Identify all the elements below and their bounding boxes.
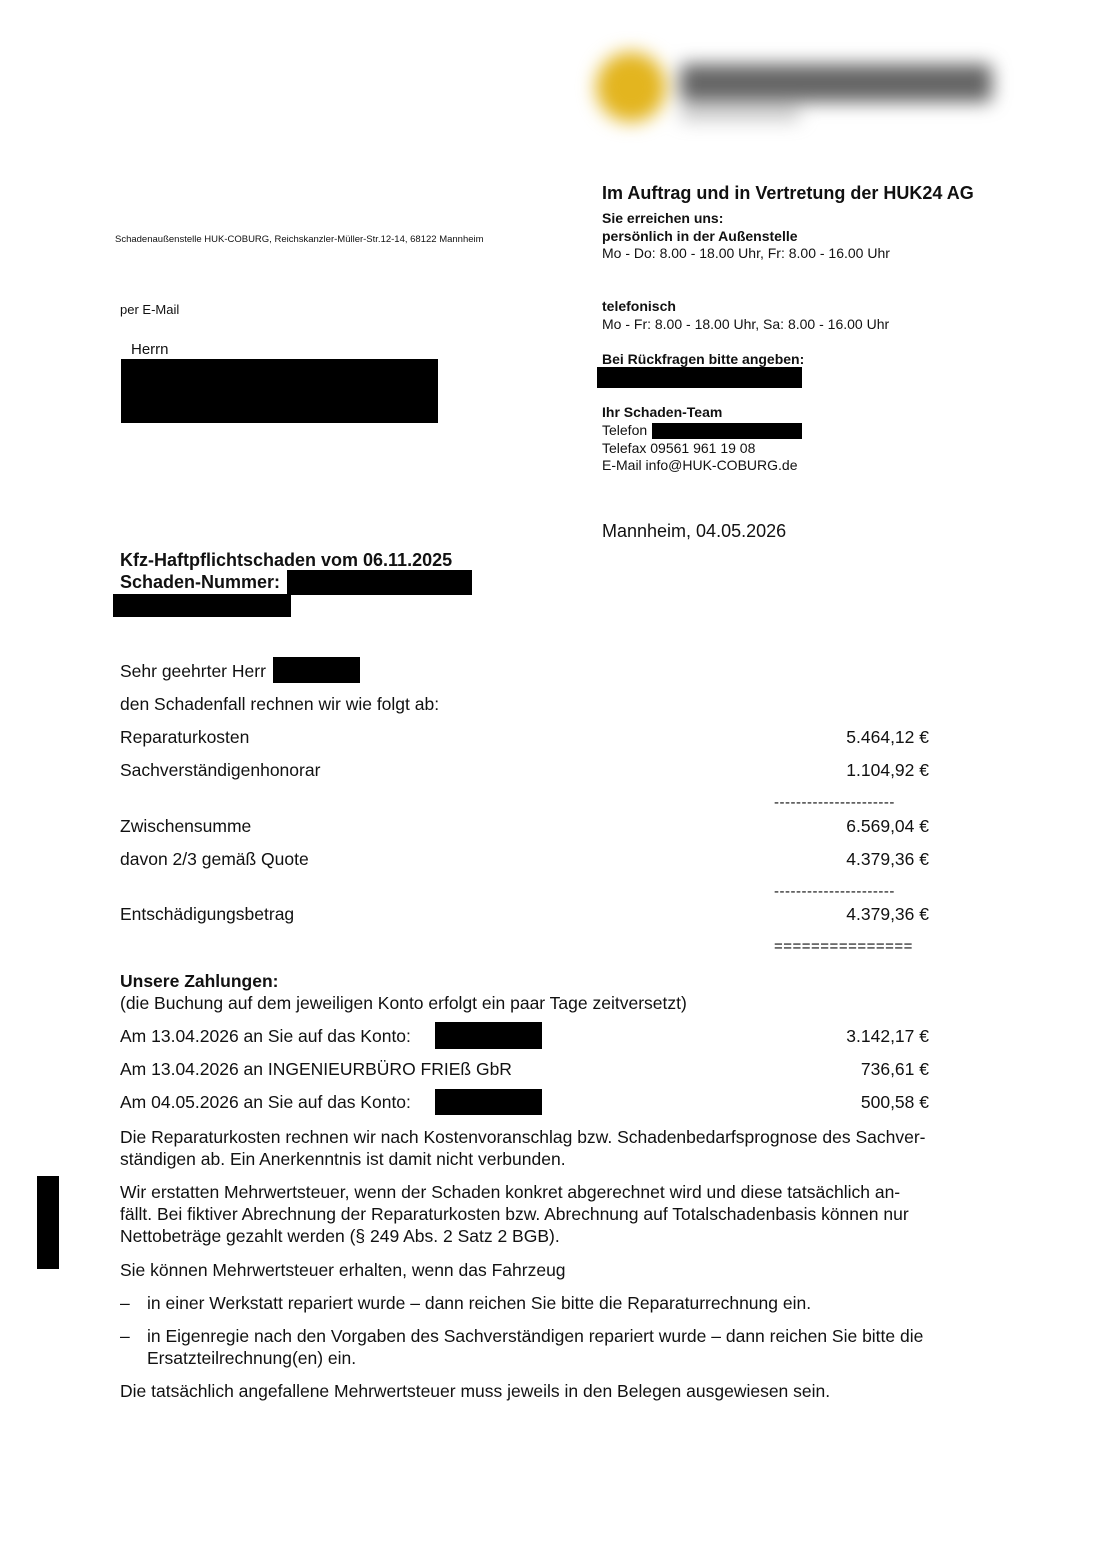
calc-amount-quota: 4.379,36 € <box>846 849 929 869</box>
phone-label: telefonisch <box>602 298 676 314</box>
payment-text-3: Am 04.05.2026 an Sie auf das Konto: <box>120 1092 411 1112</box>
redacted-claim-number-cont <box>113 594 291 617</box>
phone-hours: Mo - Fr: 8.00 - 18.00 Uhr, Sa: 8.00 - 16.00 Uhr <box>602 316 890 332</box>
payments-heading: Unsere Zahlungen: <box>120 971 279 991</box>
payment-amount-2: 736,61 € <box>860 1059 929 1079</box>
greeting: Sehr geehrter Herr <box>120 661 266 681</box>
redacted-phone <box>652 423 802 439</box>
contact-heading: Im Auftrag und in Vertretung der HUK24 AG <box>602 183 974 203</box>
list-item-text: in Eigenregie nach den Vorgaben des Sachverständigen repariert wurde – dann reichen Sie bitte die <box>147 1326 924 1346</box>
bullet-dash: – <box>120 1326 130 1346</box>
recipient-salutation: Herrn <box>131 341 169 358</box>
calc-amount-expert: 1.104,92 € <box>846 760 929 780</box>
paragraph-line: Wir erstatten Mehrwertsteuer, wenn der Schaden konkret abgerechnet wird und diese tatsächlich an- <box>120 1182 901 1202</box>
redacted-account-3 <box>435 1089 542 1115</box>
paragraph-line: Sie können Mehrwertsteuer erhalten, wenn das Fahrzeug <box>120 1260 566 1280</box>
separator-line: ---------------------- <box>774 883 895 900</box>
in-person-hours: Mo - Do: 8.00 - 18.00 Uhr, Fr: 8.00 - 16.00 Uhr <box>602 245 890 261</box>
calc-label-repair: Reparaturkosten <box>120 727 250 747</box>
subject-line2: Schaden-Nummer: <box>120 572 281 592</box>
redacted-account-1 <box>435 1022 542 1049</box>
calc-label-subtotal: Zwischensumme <box>120 816 252 836</box>
calc-label-expert: Sachverständigenhonorar <box>120 760 321 780</box>
double-separator-line: =============== <box>774 938 913 955</box>
list-item-text: Ersatzteilrechnung(en) ein. <box>147 1348 357 1368</box>
reference-label: Bei Rückfragen bitte angeben: <box>602 351 805 367</box>
subject-line1: Kfz-Haftpflichtschaden vom 06.11.2025 <box>120 550 453 570</box>
payment-text-2: Am 13.04.2026 an INGENIEURBÜRO FRIEß GbR <box>120 1059 512 1079</box>
delivery-method: per E-Mail <box>120 302 180 317</box>
redacted-claim-number <box>287 570 472 595</box>
payments-note: (die Buchung auf dem jeweiligen Konto erfolgt ein paar Tage zeitversetzt) <box>120 993 687 1013</box>
paragraph-repair-costs <box>120 1126 990 1170</box>
bullet-dash: – <box>120 1293 130 1313</box>
company-logo <box>592 42 1002 134</box>
telefax: Telefax 09561 961 19 08 <box>602 440 756 456</box>
sender-line: Schadenaußenstelle HUK-COBURG, Reichskanzler-Müller-Str.12-14, 68122 Mannheim <box>115 234 484 245</box>
redacted-recipient-address <box>121 359 438 423</box>
calc-amount-repair: 5.464,12 € <box>846 727 929 747</box>
paragraph-line: Die tatsächlich angefallene Mehrwertsteuer muss jeweils in den Belegen ausgewiesen sein. <box>120 1381 831 1401</box>
place-date: Mannheim, 04.05.2026 <box>602 521 787 541</box>
payment-amount-3: 500,58 € <box>860 1092 929 1112</box>
list-item <box>120 1325 990 1369</box>
paragraph-receipts <box>120 1380 990 1402</box>
paragraph-vat-conditions <box>120 1259 990 1281</box>
calc-amount-compensation: 4.379,36 € <box>846 904 929 924</box>
paragraph-line: ständigen ab. Ein Anerkenntnis ist damit nicht verbunden. <box>120 1149 566 1169</box>
paragraph-line: Nettobeträge gezahlt werden (§ 249 Abs. 2 Satz 2 BGB). <box>120 1226 560 1246</box>
payment-text-1: Am 13.04.2026 an Sie auf das Konto: <box>120 1026 411 1046</box>
reach-us-label: Sie erreichen uns: <box>602 210 724 226</box>
calc-label-quota: davon 2/3 gemäß Quote <box>120 849 309 869</box>
redacted-reference <box>597 367 802 388</box>
team-label: Ihr Schaden-Team <box>602 404 723 420</box>
in-person-label: persönlich in der Außenstelle <box>602 228 798 244</box>
redacted-name <box>273 657 360 683</box>
telefon-label: Telefon <box>602 422 648 438</box>
payment-amount-1: 3.142,17 € <box>846 1026 929 1046</box>
calc-amount-subtotal: 6.569,04 € <box>846 816 929 836</box>
intro-text: den Schadenfall rechnen wir wie folgt ab: <box>120 694 440 714</box>
separator-line: ---------------------- <box>774 794 895 811</box>
paragraph-line: fällt. Bei fiktiver Abrechnung der Reparaturkosten bzw. Abrechnung auf Totalschadenbasis können nur <box>120 1204 909 1224</box>
calc-label-compensation: Entschädigungsbetrag <box>120 904 295 924</box>
margin-marker <box>37 1176 59 1269</box>
list-item <box>120 1292 990 1314</box>
paragraph-line: Die Reparaturkosten rechnen wir nach Kostenvoranschlag bzw. Schadenbedarfsprognose des Sachver- <box>120 1127 926 1147</box>
list-item-text: in einer Werkstatt repariert wurde – dann reichen Sie bitte die Reparaturrechnung ein. <box>147 1293 812 1313</box>
email-contact: E-Mail info@HUK-COBURG.de <box>602 457 798 473</box>
paragraph-vat <box>120 1181 990 1247</box>
